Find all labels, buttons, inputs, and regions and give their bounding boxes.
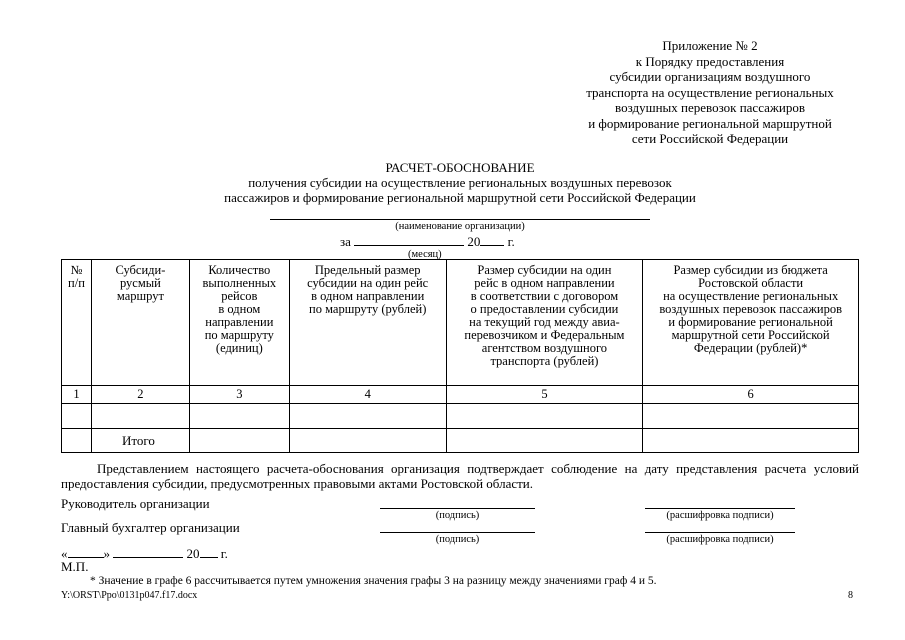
footnote: * Значение в графе 6 рассчитывается путем умножения значения графы 3 на разницу между значениями граф 4 и 5.: [90, 575, 657, 587]
appendix-header: [560, 38, 860, 147]
table-cell[interactable]: [446, 429, 643, 453]
decoding-caption: (расшифровка подписи): [666, 534, 774, 545]
title-heading: РАСЧЕТ-ОБОСНОВАНИЕ: [385, 160, 535, 175]
document-title: [100, 160, 820, 205]
table-cell[interactable]: [643, 404, 859, 429]
organization-name-line[interactable]: [270, 219, 650, 220]
accountant-signature-label: Главный бухгалтер организации: [61, 520, 240, 535]
table-cell[interactable]: [189, 404, 289, 429]
column-number: 6: [643, 386, 859, 404]
appendix-line: субсидии организациям воздушного: [609, 69, 811, 84]
day-blank[interactable]: [68, 545, 104, 558]
year-blank[interactable]: [480, 233, 504, 246]
header-regional-subsidy: [643, 260, 859, 386]
column-number: 2: [91, 386, 189, 404]
stamp-place: М.П.: [61, 559, 89, 574]
period-year-prefix: 20: [467, 234, 481, 249]
table-header-row: [62, 260, 859, 386]
table-cell[interactable]: [189, 429, 289, 453]
appendix-line: и формирование региональной маршрутной: [588, 115, 832, 131]
appendix-line: Приложение № 2: [662, 38, 758, 53]
header-number: [62, 260, 92, 386]
date-year-prefix: 20: [186, 546, 200, 561]
organization-name-caption: (наименование организации): [395, 221, 525, 232]
header-route: [91, 260, 189, 386]
period-year-suffix: г.: [507, 234, 515, 249]
column-number: 4: [289, 386, 446, 404]
period-prefix: за: [340, 234, 351, 249]
appendix-line: к Порядку предоставления: [635, 53, 785, 69]
table-cell[interactable]: [62, 404, 92, 429]
header-max-subsidy: [289, 260, 446, 386]
total-label: Итого: [91, 429, 189, 453]
table-cell: [62, 429, 92, 453]
date-open-quote: «: [61, 546, 68, 561]
period-line: [340, 233, 600, 250]
subsidy-table: [61, 259, 859, 453]
appendix-line: транспорта на осуществление региональных: [586, 84, 834, 100]
title-line-2: пассажиров и формирование региональной маршрутной сети Российской Федерации: [224, 190, 696, 205]
signature-caption: (подпись): [435, 510, 480, 521]
header-text: Размер субсидии на один рейс в одном направлении в соответствии с договором о предоставлении субсидии на текущий год между авиа- перевозчиком и Федеральным агентством воздушного транспорта (рублей): [464, 263, 625, 368]
head-signature-label: Руководитель организации: [61, 496, 210, 511]
head-signature-line[interactable]: [380, 508, 535, 509]
column-number: 3: [189, 386, 289, 404]
total-row: [62, 429, 859, 453]
table-cell[interactable]: [643, 429, 859, 453]
signature-caption: (подпись): [435, 534, 480, 545]
appendix-line: сети Российской Федерации: [631, 131, 789, 146]
title-line-1: получения субсидии на осуществление региональных воздушных перевозок: [248, 175, 672, 190]
file-path: Y:\ORST\Ppo\0131p047.f17.docx: [61, 590, 198, 601]
table-row: [62, 404, 859, 429]
table-cell[interactable]: [289, 429, 446, 453]
header-text: Размер субсидии из бюджета Ростовской области на осуществление региональных воздушных перевозок пассажиров и формирование региональной маршрутной сети Российской Федерации (рублей)*: [659, 263, 842, 355]
header-text: № п/п: [68, 263, 85, 290]
header-text: Предельный размер субсидии на один рейс в одном направлении по маршруту (рублей): [307, 263, 429, 316]
column-number: 1: [62, 386, 92, 404]
table-cell[interactable]: [289, 404, 446, 429]
page-number: 8: [848, 590, 853, 601]
date-close-quote: »: [103, 546, 110, 561]
header-flights: [189, 260, 289, 386]
month-blank[interactable]: [354, 233, 464, 246]
header-text: Субсиди- русмый маршрут: [115, 263, 166, 303]
header-text: Количество выполненных рейсов в одном направлении по маршруту (единиц): [202, 263, 277, 355]
header-contract-subsidy: [446, 260, 643, 386]
month-caption: (месяц): [408, 249, 442, 260]
date-year-suffix: г.: [220, 546, 228, 561]
accountant-signature-line[interactable]: [380, 532, 535, 533]
appendix-line: воздушных перевозок пассажиров: [615, 100, 805, 115]
head-decoding-line[interactable]: [645, 508, 795, 509]
accountant-decoding-line[interactable]: [645, 532, 795, 533]
confirmation-text: Представлением настоящего расчета-обоснования организация подтверждает соблюдение на дату представления расчета условий предоставления субсидии, предусмотренных правовыми актами Ростовской области.: [61, 461, 859, 491]
decoding-caption: (расшифровка подписи): [666, 510, 774, 521]
column-number-row: [62, 386, 859, 404]
year-blank[interactable]: [200, 545, 218, 558]
table-cell[interactable]: [446, 404, 643, 429]
column-number: 5: [446, 386, 643, 404]
month-blank[interactable]: [113, 545, 183, 558]
table-cell[interactable]: [91, 404, 189, 429]
